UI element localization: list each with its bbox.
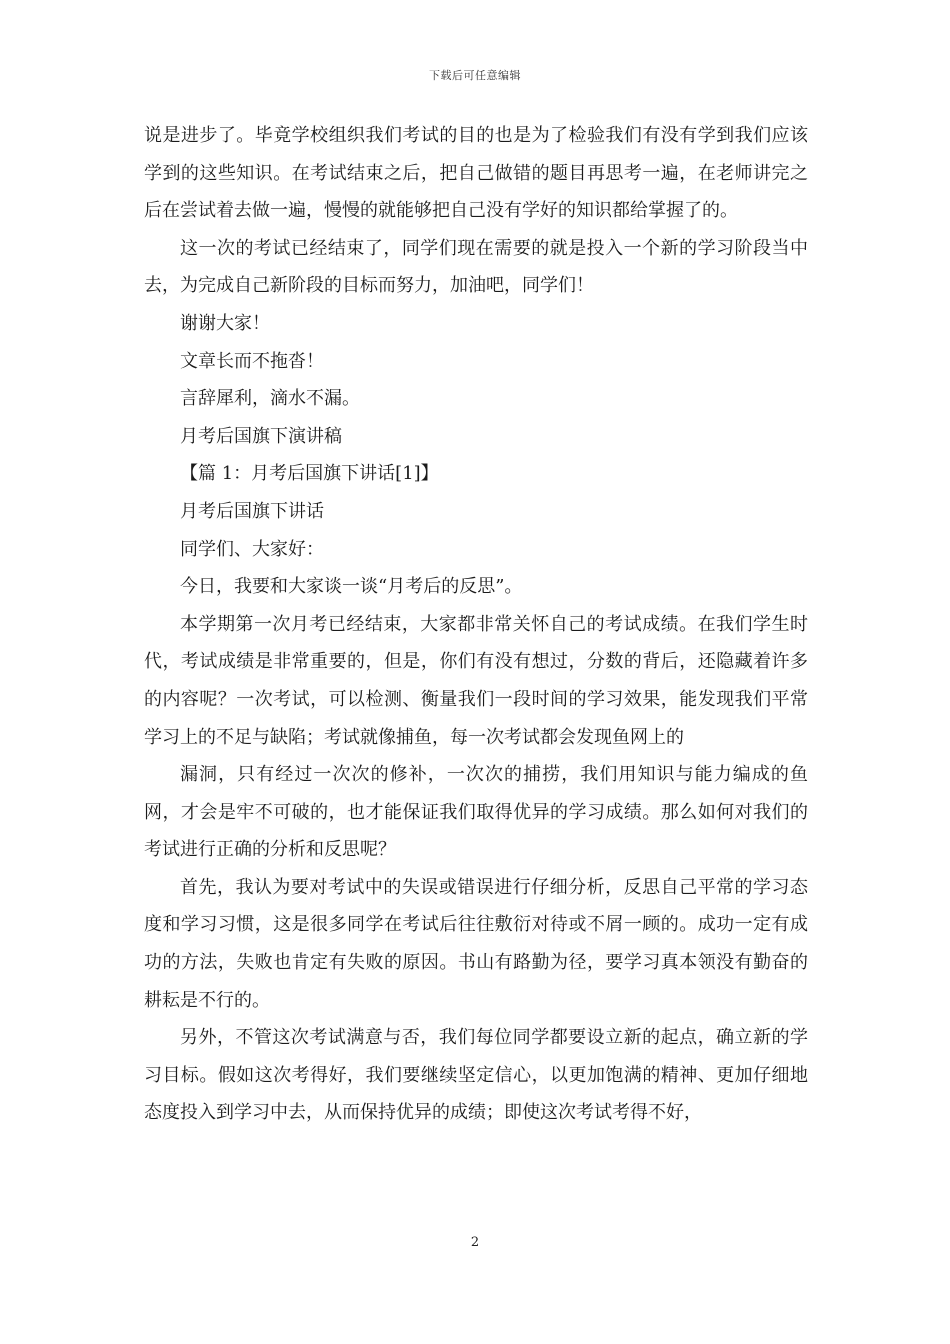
section-heading: 【篇 1：月考后国旗下讲话[1]】 xyxy=(180,463,439,485)
paragraph: 漏洞，只有经过一次次的修补，一次次的捕捞，我们用知识与能力编成的鱼网，才会是牢不可破的，也才能保证我们取得优异的学习成绩。那么如何对我们的考试进行正确的分析和反思呢？ xyxy=(144,764,808,861)
speech-title: 月考后国旗下讲话 xyxy=(180,500,324,522)
salutation: 同学们、大家好： xyxy=(180,538,324,560)
paragraph: 谢谢大家！ xyxy=(180,312,270,334)
paragraph: 今日，我要和大家谈一谈“月考后的反思”。 xyxy=(180,576,523,598)
section-title: 月考后国旗下演讲稿 xyxy=(180,425,342,447)
paragraph: 言辞犀利，滴水不漏。 xyxy=(180,388,360,410)
paragraph: 另外，不管这次考试满意与否，我们每位同学都要设立新的起点，确立新的学习目标。假如这次考得好，我们要继续坚定信心，以更加饱满的精神、更加仔细地态度投入到学习中去，从而保持优异的成绩；即使这次考试考得不好， xyxy=(144,1027,808,1124)
paragraph: 说是进步了。毕竟学校组织我们考试的目的也是为了检验我们有没有学到我们应该学到的这些知识。在考试结束之后，把自己做错的题目再思考一遍，在老师讲完之后在尝试着去做一遍，慢慢的就能够把自己没有学好的知识都给掌握了的。 xyxy=(144,125,808,222)
page-number: 2 xyxy=(470,1235,480,1250)
page-header: 下载后可任意编辑 xyxy=(429,69,521,82)
paragraph: 首先，我认为要对考试中的失误或错误进行仔细分析，反思自己平常的学习态度和学习习惯，这是很多同学在考试后往往敷衍对待或不屑一顾的。成功一定有成功的方法，失败也肯定有失败的原因。书山有路勤为径，要学习真本领没有勤奋的耕耘是不行的。 xyxy=(144,876,808,1011)
paragraph: 文章长而不拖沓！ xyxy=(180,350,324,372)
paragraph: 这一次的考试已经结束了，同学们现在需要的就是投入一个新的学习阶段当中去，为完成自己新阶段的目标而努力，加油吧，同学们！ xyxy=(144,237,808,297)
paragraph: 本学期第一次月考已经结束，大家都非常关怀自己的考试成绩。在我们学生时代，考试成绩是非常重要的，但是，你们有没有想过，分数的背后，还隐藏着许多的内容呢？一次考试，可以检测、衡量我们一段时间的学习效果，能发现我们平常学习上的不足与缺陷；考试就像捕鱼，每一次考试都会发现鱼网上的 xyxy=(144,613,808,748)
document-body xyxy=(144,117,808,1132)
